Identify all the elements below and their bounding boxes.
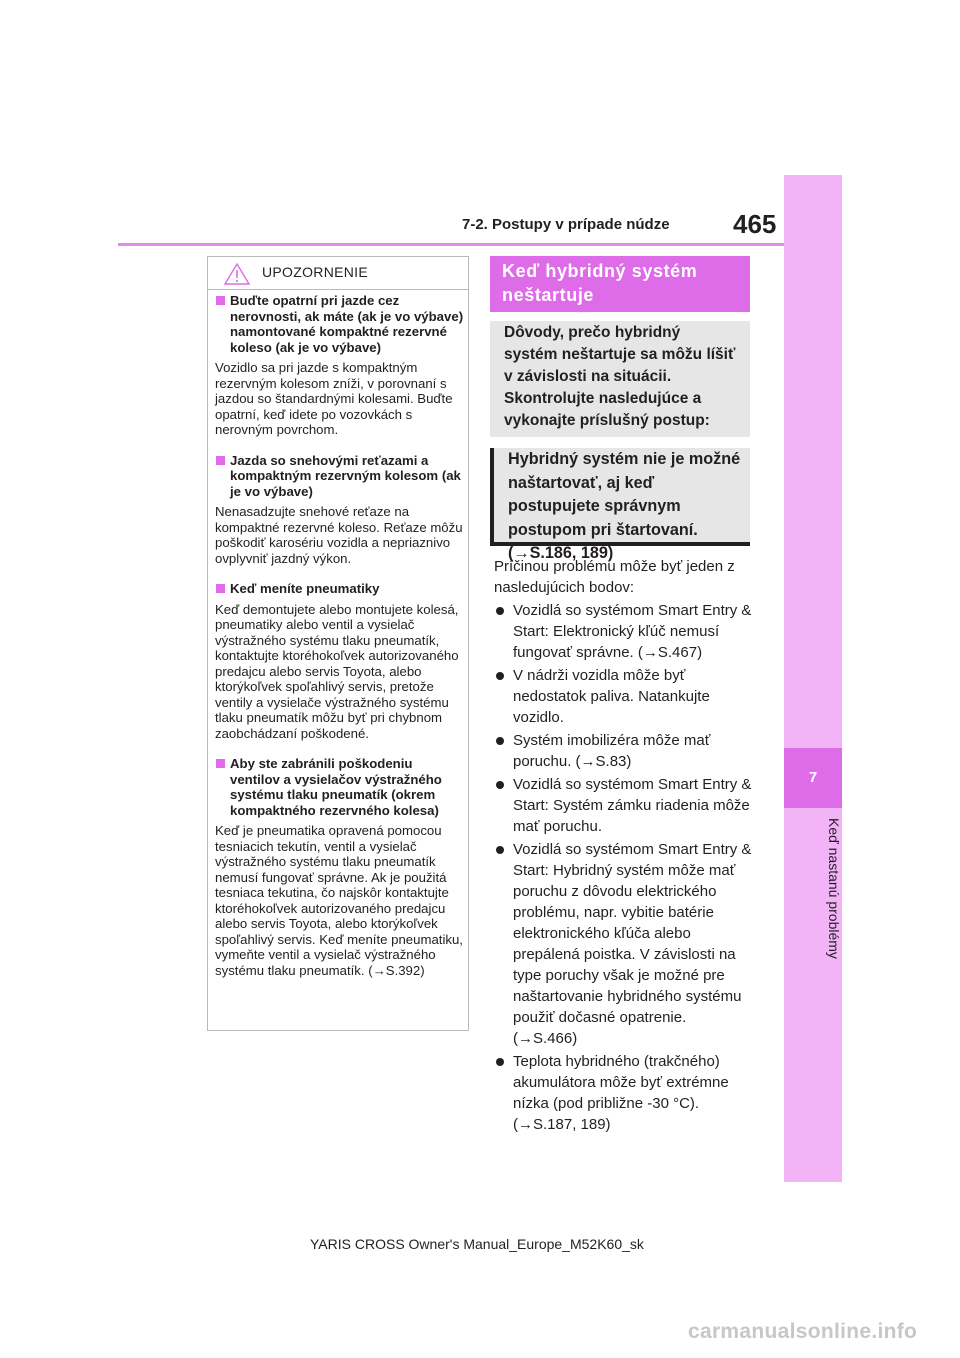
page-reference-link[interactable]: S.186, 189) [529,544,614,562]
warning-section-heading [215,756,465,818]
list-item [494,730,752,772]
warning-section-text: Nenasadzujte snehové reťaze na kompaktné rezervné koleso. Reťaze môžu poškodiť karosériu vozidla a nepriaznivo ovplyvniť jazdný výkon. [215,504,463,566]
bullet-dot-icon [496,781,504,789]
warning-section-text: Keď demontujete alebo montujete kolesá, pneumatiky alebo ventil a vysielač výstražného systému tlaku pneumatík, kontaktujte ktoréhokoľvek autorizovaného predajcu alebo servis Toyota, alebo ktorýkoľvek spoľahlivý servis, pretože ventily a vysielače výstražného systému tlaku pneumatík môžu byť pri chybnom zaobchádzaní poškodené. [215,601,459,741]
chapter-number-tab[interactable]: 7 [784,748,842,808]
warning-section [215,581,465,741]
bullet-dot-icon [496,672,504,680]
list-item [494,1051,752,1135]
topic-title-box [490,256,750,312]
warning-header [208,257,468,290]
list-item-text: V nádrži vozidla môže byť nedostatok paliva. Natankujte vozidlo. [513,667,710,726]
chapter-side-band [784,175,842,1182]
list-item [494,774,752,837]
warning-section [215,756,465,978]
warning-heading-text: Jazda so snehovými reťazami a kompaktným rezervným kolesom (ak je vo výbave) [230,452,461,499]
bullet-dot-icon [496,846,504,854]
intro-box: Dôvody, prečo hybridný systém neštartuje sa môžu líšiť v závislosti na situácii. Skontrolujte nasledujúce a vykonajte príslušný postup: [490,321,750,437]
bullet-dot-icon [496,1058,504,1066]
manual-footer: YARIS CROSS Owner's Manual_Europe_M52K60_sk [310,1236,644,1252]
chapter-title-vertical [784,808,842,998]
list-item [494,600,752,663]
subheading-box [490,448,750,562]
warning-heading-text: Keď meníte pneumatiky [230,581,380,596]
list-item-text: Vozidlá so systémom Smart Entry & Start: Hybridný systém môže mať poruchu z dôvodu elektrického problému, napr. vybitie batérie elektronického kľúča alebo prepálená poistka. V závislosti na type poruchy však je možné pre naštartovanie hybridného systému použiť dočasné opatrenie. (→S.466) [513,841,752,1047]
warning-section-heading [215,293,465,355]
list-item [494,839,752,1049]
section-title: 7-2. Postupy v prípade núdze [462,216,670,233]
header-divider [118,243,784,246]
chapter-title-text: Keď nastanú problémy [826,818,842,959]
arrow-right-icon: → [513,544,530,562]
topic-title-line1: Keď hybridný systém [502,261,698,281]
bullet-dot-icon [496,737,504,745]
page-number: 465 [733,209,777,239]
warning-section-heading [215,453,465,500]
warning-box [207,256,469,1031]
list-item-text: Vozidlá so systémom Smart Entry & Start: Systém zámku riadenia môže mať poruchu. [513,776,752,835]
warning-body [215,293,465,993]
bullet-dot-icon [496,607,504,615]
list-item-text: Vozidlá so systémom Smart Entry & Start: Elektronický kľúč nemusí fungovať správne. (→S.467) [513,602,752,661]
warning-section-text: Keď je pneumatika opravená pomocou tesniacich tekutín, ventil a vysielač výstražného systému tlaku pneumatík nemusí fungovať správne. Ak je použitá tesniaca tekutina, čo najskôr kontaktujte ktoréhokoľvek autorizovaného predajcu alebo servis Toyota, alebo ktorýkoľvek spoľahlivý servis. Keď meníte pneumatiku, vymeňte ventil a vysielač výstražného systému tlaku pneumatík. (→S.392) [215,823,463,978]
warning-section-heading [215,581,465,597]
warning-heading-text: Aby ste zabránili poškodeniu ventilov a vysielačov výstražného systému tlaku pneumatík (okrem kompaktného rezervného kolesa) [230,756,442,818]
pink-square-bullet-icon [216,456,225,465]
warning-section-text: Vozidlo sa pri jazde s kompaktným rezervným kolesom zníži, v porovnaní s jazdou so štandardnými kolesami. Buďte opatrní, keď idete po vozovkách s nerovným povrchom. [215,360,453,437]
main-text [494,556,752,1137]
warning-title: UPOZORNENIE [262,264,368,280]
cause-intro: Príčinou problému môže byť jeden z nasledujúcich bodov: [494,558,735,596]
list-item-text: Teplota hybridného (trakčného) akumulátora môže byť extrémne nízka (pod približne -30 °C). (→S.187, 189) [513,1053,729,1133]
pink-square-bullet-icon [216,759,225,768]
list-item [494,665,752,728]
list-item-text: Systém imobilizéra môže mať poruchu. (→S.83) [513,732,711,770]
subheading-text: Hybridný systém nie je možné naštartovať, aj keď postupujete správnym postupom pri štartovaní. ( [508,450,741,562]
warning-section [215,293,465,438]
warning-triangle-icon [224,263,250,285]
pink-square-bullet-icon [216,296,225,305]
topic-title-line2: neštartuje [502,285,595,305]
pink-square-bullet-icon [216,584,225,593]
warning-heading-text: Buďte opatrní pri jazde cez nerovnosti, ak máte (ak je vo výbave) namontované kompaktné rezervné koleso (ak je vo výbave) [230,293,464,355]
watermark: carmanualsonline.info [688,1320,918,1343]
warning-section [215,453,465,567]
